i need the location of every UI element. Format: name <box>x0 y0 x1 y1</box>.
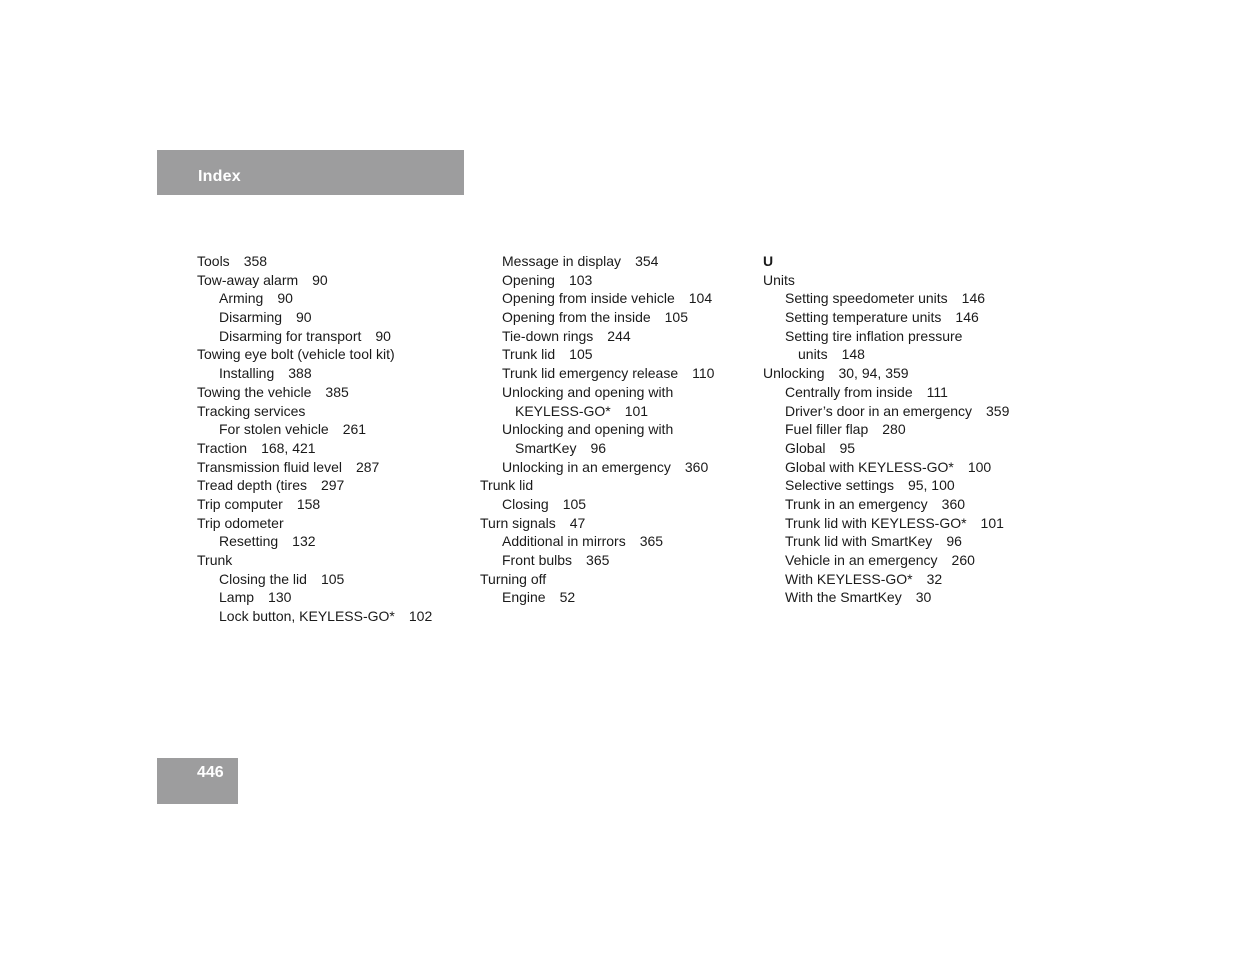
index-term: For stolen vehicle <box>219 421 329 438</box>
index-page-ref: 90 <box>296 309 312 326</box>
index-entry <box>197 458 432 477</box>
index-entry <box>197 551 432 570</box>
index-entry <box>197 252 432 271</box>
index-page-ref: 244 <box>607 327 631 344</box>
page-number: 446 <box>197 764 224 781</box>
index-page-ref: 105 <box>664 309 688 326</box>
index-term: Message in display <box>502 253 622 269</box>
index-page-ref: 297 <box>320 477 345 494</box>
index-term: Disarming <box>219 309 283 326</box>
index-page-ref: 158 <box>296 495 321 512</box>
index-entry <box>197 570 432 589</box>
index-term: Centrally from inside <box>785 383 913 400</box>
index-entry <box>197 364 432 383</box>
index-term: Closing the lid <box>219 570 307 587</box>
index-entry <box>197 588 432 607</box>
index-term: Vehicle in an emergency <box>785 552 938 568</box>
index-page-ref: 96 <box>590 439 607 456</box>
index-entry <box>480 476 714 495</box>
index-term: Trunk lid emergency release <box>502 365 679 382</box>
index-term: Unlocking and opening with <box>502 383 674 400</box>
index-entry <box>480 327 714 346</box>
index-entry <box>480 383 714 402</box>
index-term: Engine <box>502 589 546 606</box>
index-term: Arming <box>219 290 264 307</box>
index-page-ref: 360 <box>684 458 709 475</box>
index-term: SmartKey <box>515 439 577 456</box>
index-page-ref: 95, 100 <box>907 477 955 494</box>
index-page-ref: 47 <box>569 514 586 531</box>
index-entry <box>480 252 714 271</box>
index-term: U <box>763 253 774 269</box>
index-page-ref: 130 <box>268 589 292 606</box>
index-entry <box>763 345 1009 364</box>
index-entry <box>480 289 714 308</box>
index-page-ref: 30 <box>915 589 932 606</box>
index-page-ref: 388 <box>288 365 312 382</box>
index-page-ref: 260 <box>951 552 975 568</box>
index-column-2 <box>480 252 714 607</box>
index-term: Trunk lid with KEYLESS-GO* <box>785 514 967 531</box>
index-entry <box>197 439 432 458</box>
index-term: Resetting <box>219 533 279 550</box>
index-column-3 <box>763 252 1009 607</box>
index-term: Turn signals <box>480 514 556 531</box>
index-entry <box>197 476 432 495</box>
index-term: With the SmartKey <box>785 589 902 606</box>
index-column-1 <box>197 252 432 626</box>
index-page-ref: 148 <box>841 346 865 363</box>
index-term: Tread depth (tires <box>197 477 307 494</box>
index-term: Installing <box>219 365 275 382</box>
index-page-ref: 104 <box>688 290 713 307</box>
index-term: Selective settings <box>785 477 894 494</box>
index-entry <box>480 495 714 514</box>
index-term: Setting speedometer units <box>785 290 948 307</box>
index-entry <box>763 308 1009 327</box>
index-page-ref: 365 <box>639 533 664 550</box>
index-page-ref: 96 <box>946 533 962 550</box>
index-entry <box>480 570 714 589</box>
index-entry <box>197 345 432 364</box>
index-page-ref: 358 <box>243 253 268 269</box>
index-term: Units <box>763 271 795 288</box>
index-entry <box>763 570 1009 589</box>
index-term: Driver’s door in an emergency <box>785 402 973 419</box>
index-entry <box>763 271 1009 290</box>
index-term: Front bulbs <box>502 552 573 568</box>
index-entry <box>480 458 714 477</box>
index-term: Towing eye bolt (vehicle tool kit) <box>197 346 395 363</box>
index-entry <box>763 551 1009 570</box>
index-term: Lamp <box>219 589 255 606</box>
index-term: Turning off <box>480 570 547 587</box>
index-page-ref: 100 <box>967 458 992 475</box>
index-term: Opening <box>502 271 555 288</box>
index-entry <box>480 364 714 383</box>
index-term: Trunk lid with SmartKey <box>785 533 933 550</box>
index-page-ref: 103 <box>568 271 593 288</box>
index-term: Opening from the inside <box>502 309 651 326</box>
index-entry <box>763 495 1009 514</box>
index-entry <box>480 420 714 439</box>
index-page-ref: 52 <box>559 589 576 606</box>
index-page-ref: 146 <box>961 290 986 307</box>
index-entry <box>197 514 432 533</box>
index-term: Tow-away alarm <box>197 271 299 288</box>
index-term: Setting tire inflation pressure <box>785 327 963 344</box>
index-page-ref: 280 <box>882 421 906 438</box>
index-term: Unlocking and opening with <box>502 421 674 438</box>
index-entry <box>480 532 714 551</box>
index-term: units <box>798 346 828 363</box>
index-entry <box>197 289 432 308</box>
index-page-ref: 32 <box>926 570 943 587</box>
index-page-ref: 90 <box>312 271 328 288</box>
index-term: Trunk in an emergency <box>785 495 928 512</box>
index-term: Towing the vehicle <box>197 383 312 400</box>
index-term: Trunk lid <box>480 477 534 494</box>
index-page-ref: 359 <box>986 402 1010 419</box>
index-entry <box>763 458 1009 477</box>
index-term: Setting temperature units <box>785 309 942 326</box>
index-entry <box>480 402 714 421</box>
index-page-ref: 385 <box>325 383 349 400</box>
index-entry <box>763 327 1009 346</box>
index-entry <box>197 420 432 439</box>
index-entry <box>763 439 1009 458</box>
index-entry <box>763 420 1009 439</box>
index-entry <box>480 271 714 290</box>
index-entry <box>197 308 432 327</box>
section-title: Index <box>198 168 241 185</box>
index-page-ref: 111 <box>926 383 948 400</box>
index-entry <box>197 607 432 626</box>
index-term: Lock button, KEYLESS-GO* <box>219 608 395 625</box>
index-page-ref: 354 <box>635 253 659 269</box>
index-entry <box>480 345 714 364</box>
index-entry <box>763 289 1009 308</box>
index-page-ref: 90 <box>277 290 293 307</box>
page-number-box <box>157 758 238 804</box>
index-page-ref: 95 <box>839 439 856 456</box>
index-page-ref: 101 <box>980 514 1004 531</box>
index-page-ref: 105 <box>569 346 593 363</box>
index-entry <box>763 476 1009 495</box>
index-page-ref: 102 <box>408 608 433 625</box>
section-header-bar <box>157 150 464 195</box>
index-entry <box>763 383 1009 402</box>
index-entry <box>480 308 714 327</box>
index-entry <box>480 588 714 607</box>
index-term: Fuel filler flap <box>785 421 869 438</box>
index-entry <box>197 383 432 402</box>
index-page-ref: 168, 421 <box>261 439 316 456</box>
index-term: Trunk lid <box>502 346 556 363</box>
index-page-ref: 105 <box>562 495 587 512</box>
index-page-ref: 360 <box>941 495 966 512</box>
index-page-ref: 90 <box>375 327 391 344</box>
index-entry <box>763 532 1009 551</box>
index-term: Traction <box>197 439 248 456</box>
index-term: Trunk <box>197 552 233 568</box>
index-entry <box>763 402 1009 421</box>
index-entry <box>197 495 432 514</box>
index-term: Global <box>785 439 826 456</box>
index-page-ref: 110 <box>692 365 715 382</box>
index-page-ref: 287 <box>355 458 380 475</box>
index-term: KEYLESS-GO* <box>515 402 611 419</box>
index-page-ref: 132 <box>292 533 316 550</box>
index-page-ref: 365 <box>586 552 610 568</box>
index-entry <box>480 514 714 533</box>
index-term: Global with KEYLESS-GO* <box>785 458 954 475</box>
index-entry <box>480 551 714 570</box>
index-page-ref: 101 <box>624 402 649 419</box>
index-entry <box>480 439 714 458</box>
index-term: Tools <box>197 253 230 269</box>
index-entry <box>763 588 1009 607</box>
index-page-ref: 105 <box>320 570 345 587</box>
index-term: Transmission fluid level <box>197 458 342 475</box>
index-term: With KEYLESS-GO* <box>785 570 913 587</box>
index-term: Opening from inside vehicle <box>502 290 675 307</box>
index-term: Unlocking in an emergency <box>502 458 671 475</box>
index-entry <box>197 402 432 421</box>
index-entry <box>197 271 432 290</box>
index-term: Trip computer <box>197 495 283 512</box>
index-entry <box>197 327 432 346</box>
index-term: Tie-down rings <box>502 327 594 344</box>
index-term: Additional in mirrors <box>502 533 626 550</box>
index-entry <box>763 364 1009 383</box>
index-entry <box>763 514 1009 533</box>
index-page-ref: 30, 94, 359 <box>838 365 909 382</box>
index-term: Unlocking <box>763 365 825 382</box>
index-term: Trip odometer <box>197 514 284 531</box>
index-term: Disarming for transport <box>219 327 362 344</box>
index-page-ref: 261 <box>342 421 367 438</box>
index-page-ref: 146 <box>955 309 979 326</box>
index-letter-heading <box>763 252 1009 271</box>
index-entry <box>197 532 432 551</box>
index-term: Tracking services <box>197 402 306 419</box>
index-term: Closing <box>502 495 549 512</box>
